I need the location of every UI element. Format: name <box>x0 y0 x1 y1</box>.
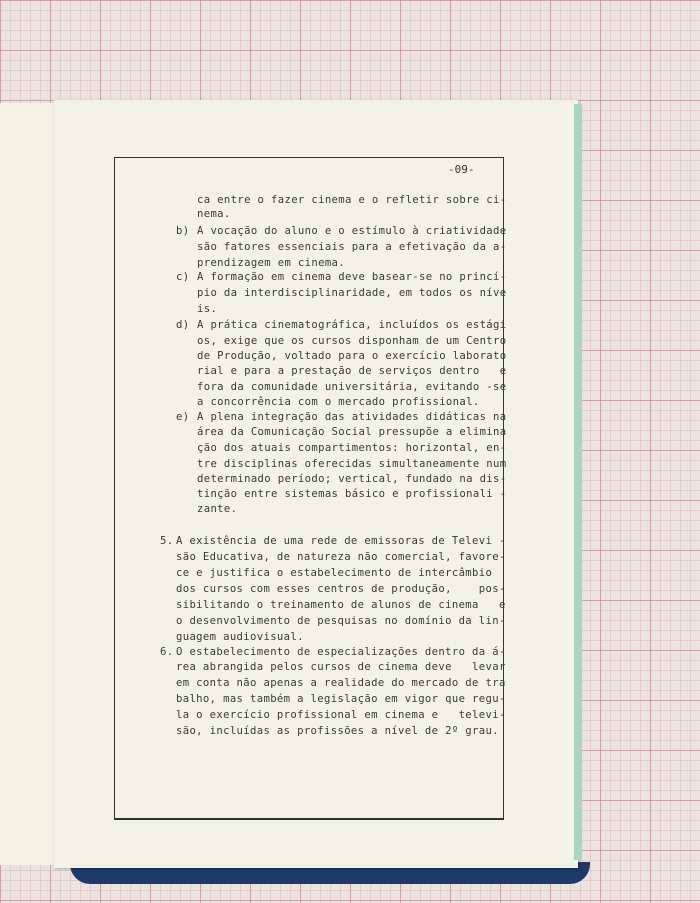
text-line: guagem audiovisual. <box>176 631 304 643</box>
point-label: 6. <box>160 646 174 658</box>
text-line: dos cursos com esses centros de produção, pos- <box>176 583 506 595</box>
item-label: c) <box>176 271 190 283</box>
text-line: são, incluídas as profissões a nível de 2º grau. <box>176 725 499 737</box>
text-line: A formação em cinema deve basear-se no princí- <box>197 271 507 283</box>
next-page-edge <box>574 104 582 860</box>
text-line: determinado período; vertical, fundado na dis- <box>197 473 507 485</box>
text-line: tinção entre sistemas básico e profissionali - <box>197 488 507 500</box>
text-line: O estabelecimento de especializações dentro da á- <box>176 646 506 658</box>
text-line: fora da comunidade universitária, evitando -se <box>197 381 507 393</box>
text-line: são Educativa, de natureza não comercial, favore- <box>176 551 506 563</box>
text-line: rea abrangida pelos cursos de cinema deve levar <box>176 661 506 673</box>
item-label: e) <box>176 411 190 423</box>
text-line: la o exercício profissional em cinema e televi- <box>176 709 506 721</box>
text-line: balho, mas também a legislação em vigor que regu- <box>176 693 506 705</box>
item-label: d) <box>176 319 190 331</box>
text-line: A existência de uma rede de emissoras de Televi - <box>176 535 506 547</box>
text-line: is. <box>197 303 218 315</box>
text-line: tre disciplinas oferecidas simultaneamente num <box>197 458 507 470</box>
item-label: b) <box>176 225 190 237</box>
text-line: ce e justifica o estabelecimento de intercâmbio <box>176 567 493 579</box>
text-line: a concorrência com o mercado profissional. <box>197 396 480 408</box>
text-line: A plena integração das atividades didáticas na <box>197 411 507 423</box>
text-line: ção dos atuais compartimentos: horizontal, en- <box>197 442 507 454</box>
text-line: rial e para a prestação de serviços dentro e <box>197 365 507 377</box>
text-line: nema. <box>197 208 231 220</box>
page-number: -09- <box>448 163 475 176</box>
text-line: sibilitando o treinamento de alunos de cinema e <box>176 599 506 611</box>
point-label: 5. <box>160 535 174 547</box>
text-line: área da Comunicação Social pressupõe a elimina <box>197 426 507 438</box>
text-line: os, exige que os cursos disponham de um Centro <box>197 335 507 347</box>
text-line: em conta não apenas a realidade do mercado de tra <box>176 677 506 689</box>
text-line: de Produção, voltado para o exercício laborato <box>197 350 507 362</box>
text-line: ca entre o fazer cinema e o refletir sobre ci- <box>197 194 507 206</box>
text-line: zante. <box>197 503 238 515</box>
text-line: o desenvolvimento de pesquisas no domínio da lin- <box>176 615 506 627</box>
text-line: são fatores essenciais para a efetivação da a- <box>197 241 507 253</box>
text-line: prendizagem em cinema. <box>197 257 346 269</box>
text-line: A prática cinematográfica, incluídos os estági <box>197 319 507 331</box>
text-line: pio da interdisciplinaridade, em todos os níve <box>197 287 507 299</box>
text-line: A vocação do aluno e o estímulo à criatividade <box>197 225 507 237</box>
